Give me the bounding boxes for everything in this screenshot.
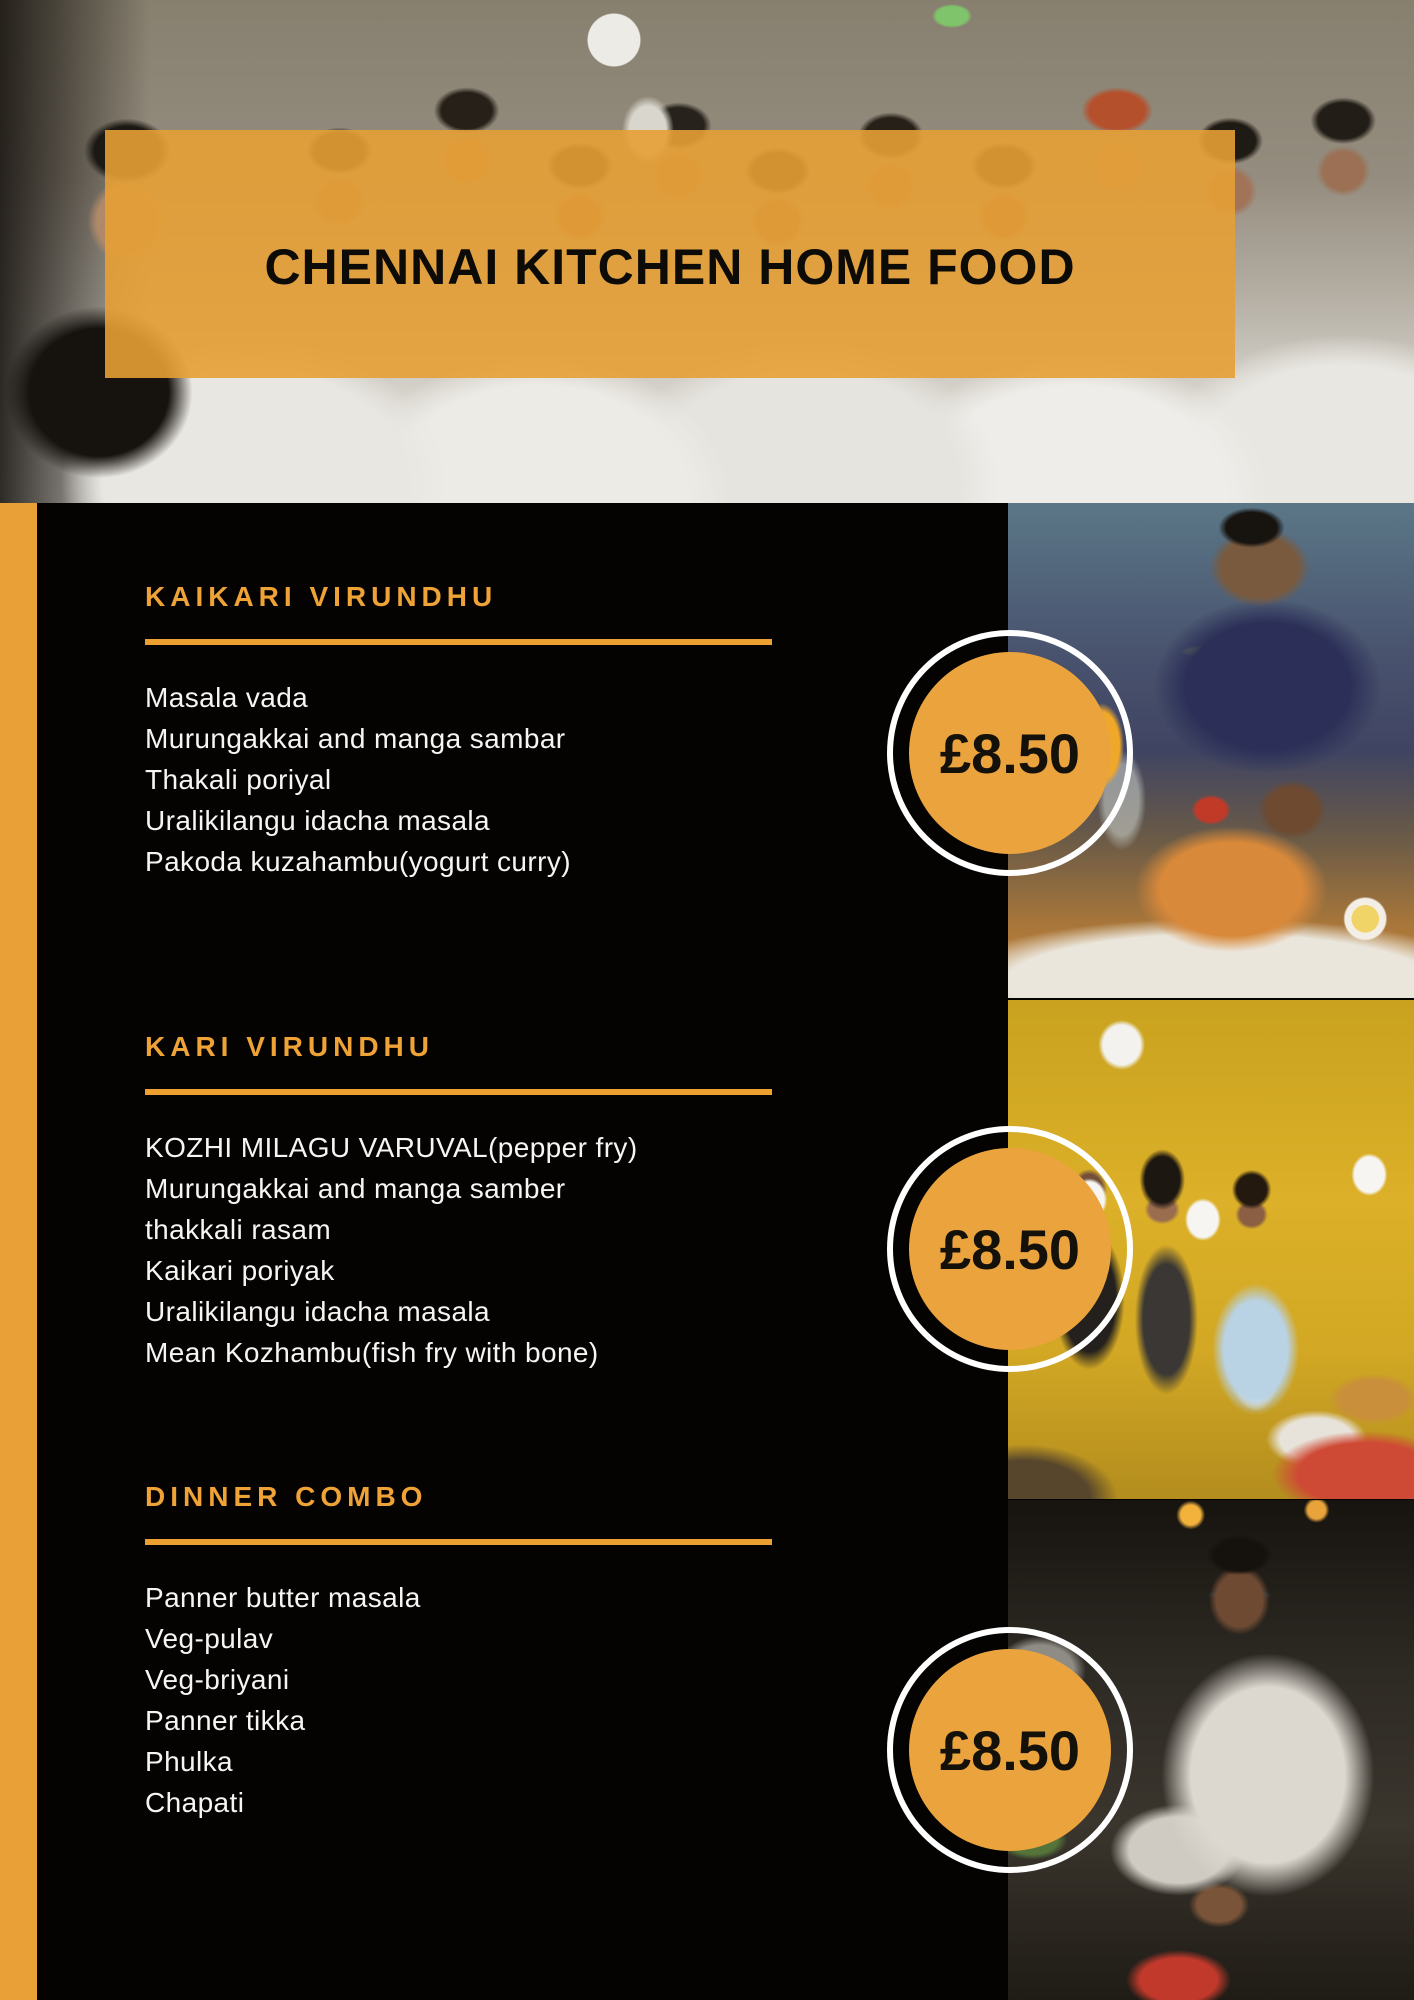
menu-item: Kaikari poriyak — [145, 1255, 335, 1286]
left-accent-stripe — [0, 503, 37, 2000]
menu-section-kari-virundhu — [145, 1027, 825, 1373]
menu-item: Panner butter masala — [145, 1582, 421, 1613]
price-text: £8.50 — [939, 1217, 1081, 1281]
section-heading: DINNER COMBO — [145, 1481, 428, 1512]
menu-item: Uralikilangu idacha masala — [145, 1296, 491, 1327]
menu-item: Panner tikka — [145, 1705, 306, 1736]
section-underline — [145, 1089, 772, 1095]
menu-item: Chapati — [145, 1787, 245, 1818]
menu-section-dinner-combo — [145, 1477, 825, 1823]
price-badge — [909, 652, 1111, 854]
menu-item: Pakoda kuzahambu(yogurt curry) — [145, 846, 571, 877]
menu-item: Phulka — [145, 1746, 234, 1777]
section-heading: KARI VIRUNDHU — [145, 1031, 434, 1062]
menu-item: Murungakkai and manga samber — [145, 1173, 566, 1204]
section-items — [145, 1127, 825, 1373]
section-items — [145, 677, 825, 882]
section-underline — [145, 639, 772, 645]
menu-item: thakkali rasam — [145, 1214, 332, 1245]
price-badge — [909, 1148, 1111, 1350]
price-text: £8.50 — [939, 721, 1081, 785]
menu-item: Mean Kozhambu(fish fry with bone) — [145, 1337, 599, 1368]
section-heading: KAIKARI VIRUNDHU — [145, 581, 498, 612]
menu-item: Veg-pulav — [145, 1623, 274, 1654]
menu-item: Veg-briyani — [145, 1664, 290, 1695]
price-text: £8.50 — [939, 1718, 1081, 1782]
title-banner — [105, 130, 1235, 378]
menu-item: Thakali poriyal — [145, 764, 332, 795]
price-badge — [909, 1649, 1111, 1851]
poster-title: CHENNAI KITCHEN HOME FOOD — [264, 239, 1076, 295]
section-items — [145, 1577, 825, 1823]
menu-item: KOZHI MILAGU VARUVAL(pepper fry) — [145, 1132, 638, 1163]
menu-item: Masala vada — [145, 682, 309, 713]
menu-item: Murungakkai and manga sambar — [145, 723, 566, 754]
section-underline — [145, 1539, 772, 1545]
menu-item: Uralikilangu idacha masala — [145, 805, 491, 836]
menu-section-kaikari-virundhu — [145, 577, 825, 882]
